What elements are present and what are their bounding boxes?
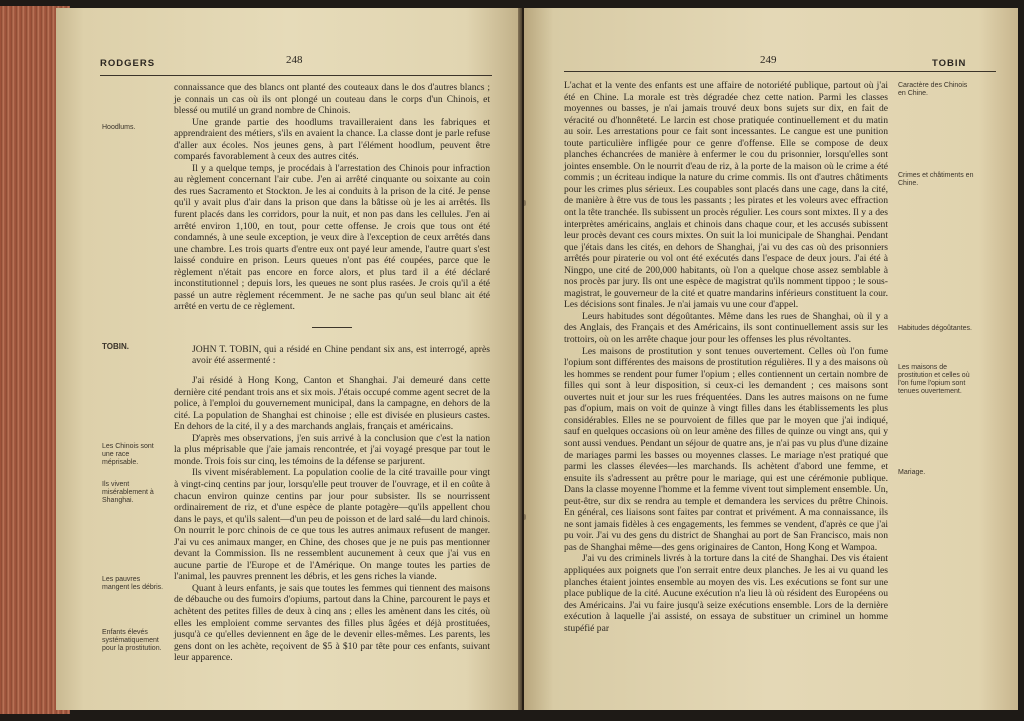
- margin-note-houses: Les maisons de prostitution et celles où l'on fume l'opium sont tenues ouvertement.: [898, 364, 970, 395]
- margin-note-children: Enfants élevés systématiquement pour la prostitution.: [102, 629, 162, 652]
- binding-mark: [524, 514, 526, 520]
- paragraph: connaissance que des blancs ont planté des couteaux dans le dos d'autres blancs ; je connais un cas où ils ont plongé un couteau dans le corps d'un Chinois, et blessé ou mutilé un grand nombre de Chinois.: [174, 82, 490, 117]
- right-running-head: TOBIN: [932, 58, 967, 69]
- paragraph: J'ai vu des criminels livrés à la torture dans la cité de Shanghai. Des vis étaient appliquées aux poignets que l'on serrait entre deux planches. Je les ai vu quand les planches étaient jointes ensemble au moyen des vis. Les exécutions se font sur une place publique de la cité. Aucune exécution n'a lieu là où résident des Européens ou des Américains. J'ai vu faire jusqu'à seize exécutions ensemble. Lors de la dernière exécution à laquelle j'ai assisté, on essaya de substituer un criminel un homme stupéfié par: [564, 553, 888, 634]
- witness-label-tobin: TOBIN.: [102, 342, 129, 351]
- witness-intro: JOHN T. TOBIN, qui a résidé en Chine pendant six ans, est interrogé, après avoir été assermenté :: [192, 343, 490, 367]
- right-text-block: [564, 80, 888, 634]
- paragraph: Quant à leurs enfants, je sais que toutes les femmes qui tiennent des maisons de débauche ou des fumoirs d'opiums, partout dans la Chine, parcourent le pays et achètent des petites filles de deux à cinq ans ; elles les amènent dans les cités, où elles les emploient comme servantes des filles plus âgées et déjà prostituées, jusqu'à ce qu'elles deviennent en âge de le devenir elles-mêmes. Les parents, les gens dont on les achète, reçoivent de $5 à $10 par tête pour ces enfants, suivant leur apparence.: [174, 582, 490, 664]
- paragraph: Leurs habitudes sont dégoûtantes. Même dans les rues de Shanghai, où il y a des Anglais, des Français et des Américains, ils sont continuellement assis sur les trottoirs, où on les arrête chaque jour pour les offenses les plus révoltantes.: [564, 310, 888, 346]
- left-header-rule: [100, 75, 492, 76]
- left-page-number: 248: [286, 54, 303, 66]
- left-page: [56, 8, 522, 710]
- paragraph: Les maisons de prostitution y sont tenues ouvertement. Celles où l'on fume l'opium sont différentes des maisons de prostitution régulières. Il y a des maisons où les hommes se rendent pour fumer l'opium ; elles contiennent un certain nombre de filles qui sont à leur disposition, si ceux-ci les demandent ; ces maisons sont ouvertes nuit et jour sur les rues fréquentées. Dans les autres maisons on ne fume pas d'opium, mais on voit de quinze à vingt filles dans les établissements les plus considérables. Elles ne se pourvoient de filles que par le moyen que j'ai indiqué, sauf en quelques occasions où on leur amène des filles de quinze ou vingt ans, qui y sont aussi vendues. Pendant un séjour de quatre ans, je n'ai pas vu plus d'une dizaine de mariages parmi les basses ou moyennes classes. Le mariage n'est pratiqué que parmi les classes élevées—les marchands. Ils achètent d'abord une femme, et ensuite ils s'adressent au prêtre pour le mariage, qui est une cérémonie publique. Dans la classe moyenne l'homme et la femme vivent tout simplement ensemble. Un, peut-être, sur dix se rendra au temple et demandera les services du prêtre Chinois. En général, ces liaisons sont faites par contrat et privément. A ma connaissance, ils ne sont jamais fidèles à ces engagements, les femmes se vendent, d'après ce que j'ai pu voir. J'ai vu des gens du district de Shanghai au port de San Francisco, mais non pas de Shanghai même—des gens originaires de Canton, Hong Kong et Wampoa.: [564, 345, 888, 553]
- margin-note-character: Caractère des Chinois en Chine.: [898, 82, 968, 97]
- binding-mark: [524, 200, 526, 206]
- left-running-head: RODGERS: [100, 58, 156, 69]
- paragraph: D'après mes observations, j'en suis arrivé à la conclusion que c'est la nation la plus méprisable que j'aie jamais rencontrée, et j'ai voyagé presque par tout le monde. Trois fois sur cinq, les témoins de la défense se parjurent.: [174, 432, 490, 467]
- paragraph: J'ai résidé à Hong Kong, Canton et Shanghai. J'ai demeuré dans cette dernière cité pendant trois ans et six mois. J'étais occupé comme agent secret de la police, à l'emploi du gouvernement municipal, dans la campagne, en dehors de la cité. La population de Shanghai est chinoise ; elle est divisée en plusieurs castes. En dehors de la cité, il y a des marchands anglais, français et américains.: [174, 375, 490, 433]
- paragraph: Ils vivent misérablement. La population coolie de la cité travaille pour vingt à vingt-cinq centins par jour, lorsqu'elle peut trouver de l'ouvrage, et il en coûte à chacun environ quinze centins par jour pour subsister. Ils se nourrissent ordinairement de riz, et d'une espèce de plante potagère—qu'ils appellent chou dans le pays, et qu'ils salent—d'un peu de poisson et de lard salé—du lard chinois. On nourrit le porc chinois de ce que tous les autres animaux refusent de manger. J'ai vu ces animaux manger, en Chine, des choses que je ne puis pas mentionner devant la Commission. Ils ne ressemblent aucunement à ceux que j'ai vus en aucune partie de l'Europe et de l'Amérique. On mange toutes les parties de l'animal, les pauvres prennent les débris, et les gens riches la viande.: [174, 467, 490, 583]
- paragraph: Il y a quelque temps, je procédais à l'arrestation des Chinois pour infraction au règlement concernant l'air cube. J'en ai arrêté cinquante ou soixante au coin des rues Sacramento et Stockton. Je les ai conduits à la prison de la cité. Je pense qu'il y avait plus d'air dans la prison que dans la bâtisse où je les ai arrêtés. Ils furent placés dans les corridors, pour la nuit, et non pas dans les cellules. J'en ai arrêté environ 1,100, en tout, pour cette offense. Je crois que tous ont été condamnés, à une seule exception, je veux dire à l'exception de ceux arrêtés dans une chambre. Les trois quarts d'entre eux ont payé leur amende, l'autre quart s'est laissé conduire en prison. Leurs queues n'ont pas été coupées, parce que le règlement n'était pas encore en force alors, et plus tard il a été déclaré inconstitutionnel ; depuis lors, les queues ne sont plus rasées. Je crois qu'il a été passé un autre règlement récemment. Je ne sache pas qu'un seul blanc ait été arrêté en vertu de ce règlement.: [174, 162, 490, 313]
- paragraph: L'achat et la vente des enfants est une affaire de notoriété publique, partout où j'ai été en Chine. La morale est très dégradée chez cette nation. Parmi les classes moyennes ou basses, je n'ai jamais trouvé deux bons sujets sur dix, en fait de véracité ou d'honnêteté. Le larcin est chose pratiquée continuellement et du matin au soir. Les arrestations pour ce fait sont incessantes. Le cangue est une punition toute particulière infligée pour ce genre d'offense. Elle se compose de deux planches échancrées de manière à enfermer le cou du prisonnier, lorsqu'elles sont jointes ensemble. On le nourrit d'eau de riz, à la porte de la maison où le crime a été commis ; un écriteau indique la nature du crime commis. Ils ont d'autres châtiments pour les crimes plus sérieux. Les coupables sont placés dans une cage, dans la cité, de manière à être vus de tous les passants ; les pirates et les voleurs avec effraction ont la tête tranchée. Ils subissent un procès régulier. Les cours sont mixtes. Il y a des interprètes américains, anglais et chinois dans chaque cour, et les accusés subissent leur procès devant ces cours mixtes. On suit la loi municipale de Shanghai. Pendant que j'étais dans les cités, en dehors de Shanghai, j'ai vu des cas où des prisonniers arrêtés pour piraterie ou vol ont été exécutés dans l'espace de deux jours. J'ai été à Ningpo, une cité de 200,000 habitants, où l'on a quelque chose assez semblable à nos procès par jury. Ils ont une espèce de magistrat qu'ils nomment tippoo ; le sous-magistrat, le gouverneur de la cité et quatre mandarins inférieurs constituent la cour. Les décisions sont finales. Je n'ai jamais vu une cour d'appel.: [564, 80, 888, 311]
- margin-note-poor-eat: Les pauvres mangent les débris.: [102, 576, 164, 591]
- section-divider: [312, 327, 352, 328]
- margin-note-crimes: Crimes et châtiments en Chine.: [898, 172, 974, 187]
- margin-note-marriage: Mariage.: [898, 469, 926, 476]
- right-header-rule: [564, 71, 996, 72]
- margin-note-chinese-race: Les Chinois sont une race méprisable.: [102, 443, 154, 466]
- margin-note-hoodlums: Hoodlums.: [102, 124, 136, 131]
- margin-note-habits: Habitudes dégoûtantes.: [898, 325, 972, 332]
- margin-note-misery: Ils vivent misérablement à Shanghai.: [102, 481, 154, 504]
- right-page: [524, 8, 1018, 710]
- right-page-number: 249: [760, 54, 777, 66]
- left-text-block: [174, 82, 490, 664]
- paragraph: Une grande partie des hoodlums travailleraient dans les fabriques et apprendraient des métiers, s'ils en avaient la chance. La classe dont je parle refuse d'aller aux écoles. Nos jeunes gens, à part l'élément hoodlum, peuvent être comparés favorablement à ceux des autres cités.: [174, 116, 490, 163]
